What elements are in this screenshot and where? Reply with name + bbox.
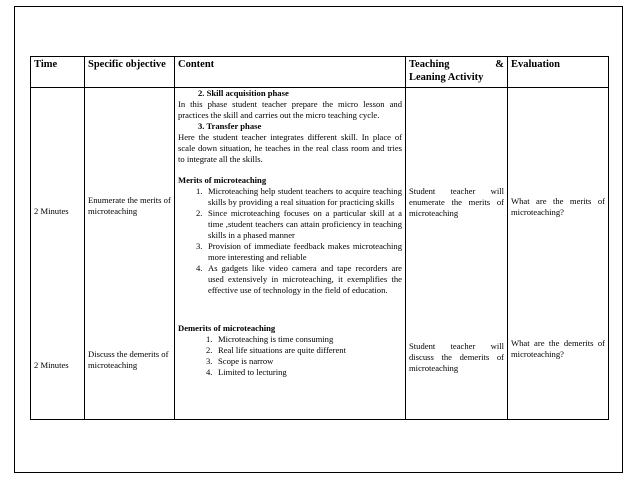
merit-item-3 [196,241,402,263]
lesson-plan-table [30,56,609,420]
demerit-text: Limited to lecturing [218,367,287,377]
phase2-text: In this phase student teacher prepare the micro lesson and practices the skill and carries out the micro teaching cycle. [178,99,402,120]
header-time: Time [31,57,85,88]
time-cell [31,88,85,420]
demerit-number: 4. [206,367,213,377]
activity-cell [406,88,508,420]
objective-1: Enumerate the merits of microteaching [88,195,171,216]
time-2: 2 Minutes [34,360,69,370]
content-block [178,88,402,378]
demerits-heading: Demerits of microteaching [178,323,276,333]
demerit-number: 1. [206,334,213,344]
header-teaching [406,57,508,88]
phase3-text: Here the student teacher integrates different skill. In place of scale down situation, he teaches in the real class room and tries to integrate all the skills. [178,132,402,164]
demerit-item-1 [206,334,402,345]
header-evaluation: Evaluation [508,57,609,88]
merit-number: 4. [196,263,203,273]
demerit-number: 2. [206,345,213,355]
demerit-text: Real life situations are quite different [218,345,346,355]
header-row [31,57,609,88]
phase3-heading: 3. Transfer phase [198,121,262,131]
merit-text: As gadgets like video camera and tape recorders are used extensively in microteaching, it exemplifies the effective use of technology in the field of education. [208,263,402,295]
merits-list [178,186,402,296]
header-content: Content [175,57,406,88]
merit-text: Microteaching help student teachers to acquire teaching skills by providing a real situation for practicing skills [208,186,402,207]
activity-1: Student teacher will enumerate the merits of microteaching [409,186,504,218]
evaluation-cell [508,88,609,420]
header-teaching-line2: Leaning Activity [409,72,484,83]
demerit-number: 3. [206,356,213,366]
time-1: 2 Minutes [34,206,69,216]
body-row [31,88,609,420]
demerit-text: Scope is narrow [218,356,274,366]
objective-2: Discuss the demerits of microteaching [88,349,169,370]
demerit-text: Microteaching is time consuming [218,334,334,344]
merit-item-4 [196,263,402,296]
activity-2: Student teacher will discuss the demerits of microteaching [409,341,504,373]
demerit-item-3 [206,356,402,367]
merits-heading: Merits of microteaching [178,175,267,185]
objective-cell [85,88,175,420]
demerits-list [178,334,402,378]
header-teaching-word: Teaching [409,59,450,70]
merit-item-2 [196,208,402,241]
demerit-item-4 [206,367,402,378]
evaluation-2: What are the demerits of microteaching? [511,338,605,359]
merit-text: Since microteaching focuses on a particular skill at a time ,student teachers can attain proficiency in teaching skills in a phased manner [208,208,402,240]
demerit-item-2 [206,345,402,356]
phase2-heading: 2. Skill acquisition phase [198,88,289,98]
header-objective: Specific objective [85,57,175,88]
content-cell [175,88,406,420]
merit-item-1 [196,186,402,208]
header-teaching-amp: & [495,59,504,70]
evaluation-1: What are the merits of microteaching? [511,196,605,217]
merit-number: 2. [196,208,203,218]
merit-number: 1. [196,186,203,196]
merit-text: Provision of immediate feedback makes microteaching more interesting and reliable [208,241,402,262]
merit-number: 3. [196,241,203,251]
